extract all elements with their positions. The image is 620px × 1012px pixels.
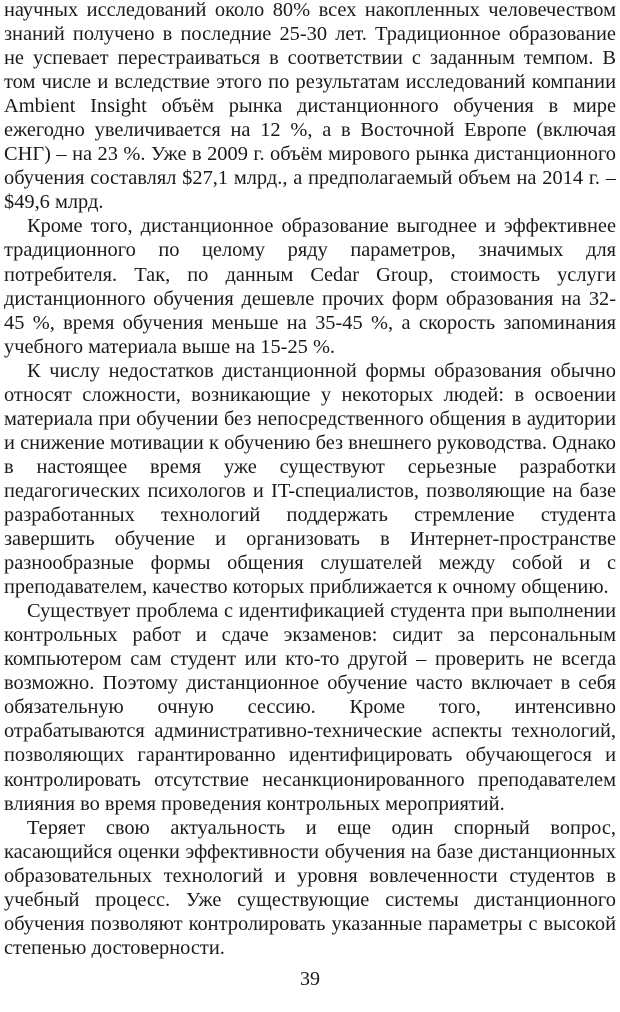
- paragraph-disadvantages: К числу недостатков дистанционной формы образования обычно относят сложности, возникающие у некоторых людей: в освоении материала при обучении без непосредственного общения в аудитории и снижение мотивации к обучению без внешнего руководства. Однако в настоящее время уже существуют серьезные разработки педагогических психологов и IT-специалистов, позволяющие на базе разработанных технологий поддержать стремление студента завершить обучение и организовать в Интернет-пространстве разнообразные формы общения слушателей между собой и с преподавателем, качество которых приближается к очному общению.: [4, 359, 616, 599]
- paragraph-evaluation: Теряет свою актуальность и еще один спорный вопрос, касающийся оценки эффективности обучения на базе дистанционных образовательных технологий и уровня вовлеченности студентов в учебный процесс. Уже существующие системы дистанционного обучения позволяют контролировать указанные параметры с высокой степенью достоверности.: [4, 816, 616, 959]
- document-page: [4, 0, 616, 1012]
- paragraph-continuation: научных исследований около 80% всех накопленных человечеством знаний получено в последние 25-30 лет. Традиционное образование не успевает перестраиваться в соответствии с заданным темпом. В том числе и вследствие этого по результатам исследований компании Ambient Insight объём рынка дистанционного обучения в мире ежегодно увеличивается на 12 %, а в Восточной Европе (включая СНГ) – на 23 %. Уже в 2009 г. объём мирового рынка дистанционного обучения составлял $27,1 млрд., а предполагаемый объем на 2014 г. – $49,6 млрд.: [4, 0, 616, 214]
- paragraph-cost-effectiveness: Кроме того, дистанционное образование выгоднее и эффективнее традиционного по целому ряду параметров, значимых для потребителя. Так, по данным Cedar Group, стоимость услуги дистанционного обучения дешевле прочих форм образования на 32-45 %, время обучения меньше на 35-45 %, а скорость запоминания учебного материала выше на 15-25 %.: [4, 215, 616, 358]
- body-text: [4, 0, 616, 960]
- paragraph-identification: Существует проблема с идентификацией студента при выполнении контрольных работ и сдаче экзаменов: сидит за персональным компьютером сам студент или кто-то другой – проверить не всегда возможно. Поэтому дистанционное обучение часто включает в себя обязательную очную сессию. Кроме того, интенсивно отрабатываются административно-технические аспекты технологий, позволяющих гарантированно идентифицировать обучающегося и контролировать отсутствие несанкционированного преподавателем влияния во время проведения контрольных мероприятий.: [4, 600, 616, 815]
- page-number: 39: [300, 968, 320, 990]
